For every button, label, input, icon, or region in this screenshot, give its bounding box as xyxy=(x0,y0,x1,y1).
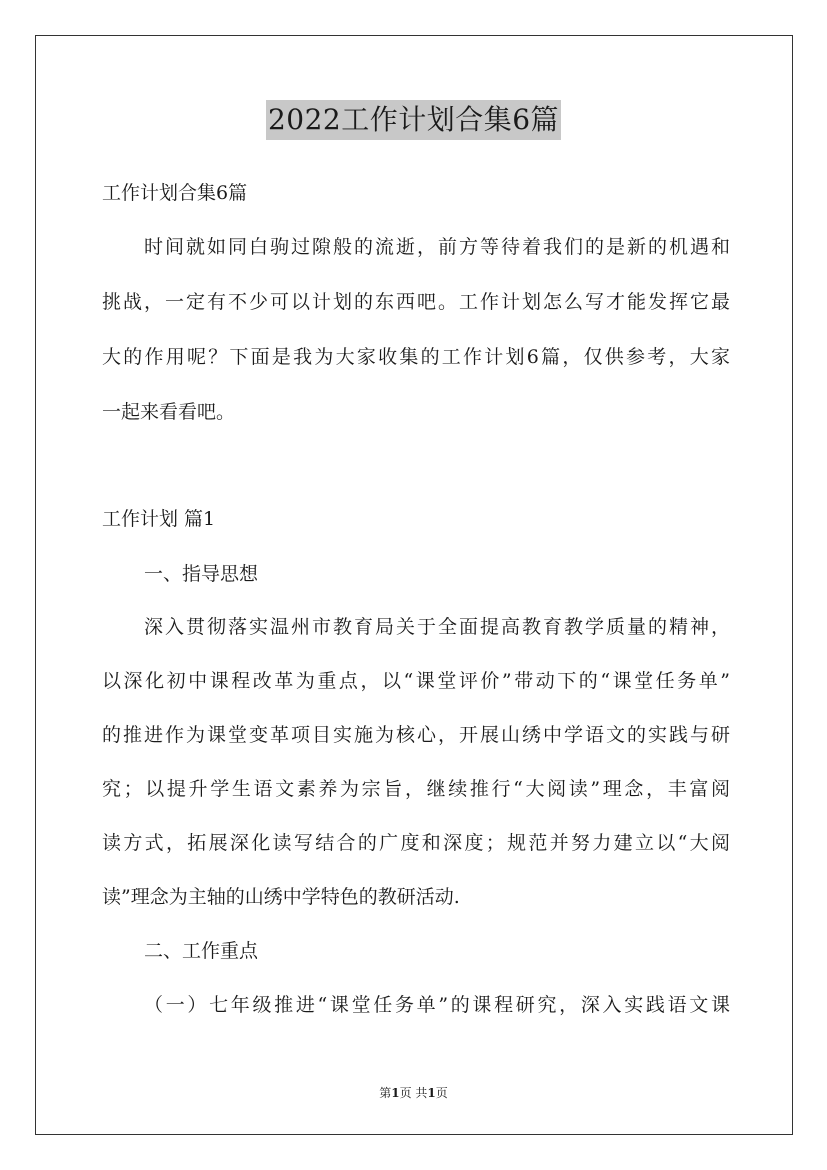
part1-line-6: 读”理念为主轴的山绣中学特色的教研活动. xyxy=(102,886,460,908)
part2-heading: 二、工作重点 xyxy=(144,940,259,962)
footer-page-mid: 页 共 xyxy=(399,1086,428,1100)
intro-line-1: 时间就如同白驹过隙般的流逝，前方等待着我们的是新的机遇和 xyxy=(144,236,730,258)
part1-line-2: 以深化初中课程改革为重点，以“课堂评价”带动下的“课堂任务单” xyxy=(102,670,730,692)
part1-heading: 一、指导思想 xyxy=(144,563,259,585)
intro-line-4: 一起来看看吧。 xyxy=(102,401,236,423)
footer-page-suffix: 页 xyxy=(435,1086,448,1100)
footer-page-total: 1 xyxy=(427,1086,436,1100)
intro-line-3: 大的作用呢？下面是我为大家收集的工作计划6篇，仅供参考，大家 xyxy=(102,346,730,368)
part1-line-5: 读方式，拓展深化读写结合的广度和深度；规范并努力建立以“大阅 xyxy=(102,832,730,854)
document-title: 2022工作计划合集6篇 xyxy=(266,100,561,140)
part1-line-3: 的推进作为课堂变革项目实施为核心，开展山绣中学语文的实践与研 xyxy=(102,724,730,746)
part1-line-1: 深入贯彻落实温州市教育局关于全面提高教育教学质量的精神， xyxy=(144,616,730,638)
footer-page-number: 1 xyxy=(391,1086,400,1100)
part2-line-1: （一）七年级推进“课堂任务单”的课程研究，深入实践语文课 xyxy=(144,994,730,1016)
footer-page-prefix: 第 xyxy=(379,1086,392,1100)
part1-line-4: 究；以提升学生语文素养为宗旨，继续推行“大阅读”理念，丰富阅 xyxy=(102,778,730,800)
intro-line-2: 挑战，一定有不少可以计划的东西吧。工作计划怎么写才能发挥它最 xyxy=(102,291,730,313)
page-footer xyxy=(0,1084,827,1101)
section-heading: 工作计划 篇1 xyxy=(102,508,216,530)
subtitle: 工作计划合集6篇 xyxy=(102,182,248,204)
title-container xyxy=(0,100,827,140)
